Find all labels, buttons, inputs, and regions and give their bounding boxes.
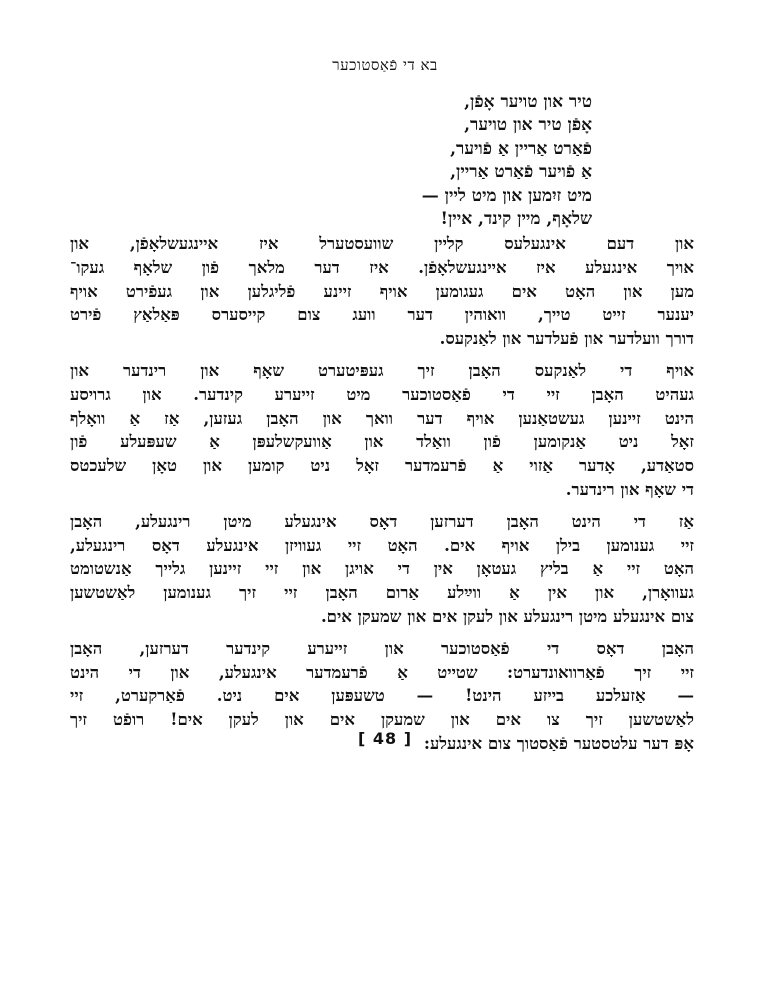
text-line: זיי גענומען בילן אויף אים. האָט זיי געוויזן אינגעלע דאָס רינגעלע,	[70, 535, 694, 555]
text-line: הינט זיינען געשטאַנען אויף דער וואך און האָבן געזען, אַז אַ וואָלף	[70, 408, 694, 428]
text-line: זיי זיך פֿאַרוואונדערט: שטייט אַ פֿרעמדער אינגעלע, און די הינט	[70, 662, 694, 682]
text-line: זאָל ניט אַנקומען פֿון וואַלד און אַוועקשלעפּן אַ שעפּעלע פֿון	[70, 432, 694, 452]
poem-line: מיט זיִמען און מיט ליין —	[421, 185, 592, 206]
poem-line: אַ פֿויער פֿאַרט אַריין,	[450, 162, 592, 183]
text-line: — אַזעלכע בייזע הינט! — טשעפּען אים ניט. פֿאַרקערט, זיי	[70, 686, 694, 706]
poem-line: טיר און טויער אָפֿן,	[464, 92, 592, 112]
text-line: אָפּ דער עלטסטער פֿאַסטוך צום אינגעלע:	[423, 733, 694, 753]
text-line: דורך וועלדער און פֿעלדער און לאַנקעס.	[439, 329, 694, 349]
text-line: האָבן דאָס די פֿאַסטוכער און זייערע קינדער דערזען, האָבן	[70, 638, 694, 658]
poem-line: שלאָף, מיין קינד, איין!	[440, 209, 592, 230]
paragraph	[70, 510, 694, 629]
paragraph	[70, 359, 694, 502]
text-line: און דעם אינגעלעס קליין שוועסטערל איז איינגעשלאָפֿן, און	[70, 234, 694, 253]
text-line: אויך אינגעלע איז איינגעשלאָפֿן. איז דער מלאך פֿון שלאָף געקו־	[70, 257, 694, 277]
text-line: האָט זיי אַ בליץ געטאָן אין די אויגן און זיי זיינען גלייך אַנשטומט	[70, 559, 694, 579]
text-line: סטאַדע, אָדער אַזוי אַ פֿרעמדער זאָל ניט קומען און טאָן שלעכטס	[70, 456, 694, 476]
running-header: בא די פֿאַסטוכער	[332, 56, 438, 74]
text-line: צום אינגעלע מיטן רינגעלע און לעקן אים און שמעקן אים.	[320, 606, 694, 626]
text-line: מען און האָט אים געגומען אויף זיינע פֿליגלען און געפֿירט אויף	[70, 281, 694, 301]
text-line: געהיט האָבן זיי די פֿאַסטוכער מיט זייערע קינדער. און גרויסע	[70, 384, 694, 404]
text-line: יענער זייט טייך, וואוהין דער וועג צום קייסערס פּאַלאַץ פֿירט	[70, 305, 694, 325]
poem-line: אָפֿן טיר און טויער,	[464, 115, 592, 136]
text-line: לאַשטשען זיך צו אים און שמעקן אים און לעקן אים! רופֿט זיך	[70, 710, 694, 730]
text-line: אַז די הינט האָבן דערזען דאָס אינגעלע מיטן רינגעלע, האָבן	[70, 511, 694, 531]
page-number: [ 48 ]	[357, 729, 413, 748]
poem	[220, 91, 592, 231]
text-line: אויף די לאַנקעס האָבן זיך געפּיטערט שאָף און רינדער און	[70, 360, 694, 380]
paragraph	[70, 232, 694, 351]
poem-line: פֿאַרט אַריין אַ פֿויער,	[450, 138, 592, 159]
prose-body	[70, 232, 694, 764]
text-line: געוואָרן, און אין אַ ווײַלע אַרום האָבן זיי זיך גענומען לאַשטשען	[70, 583, 694, 603]
text-line: די שאָף און רינדער.	[565, 479, 694, 499]
